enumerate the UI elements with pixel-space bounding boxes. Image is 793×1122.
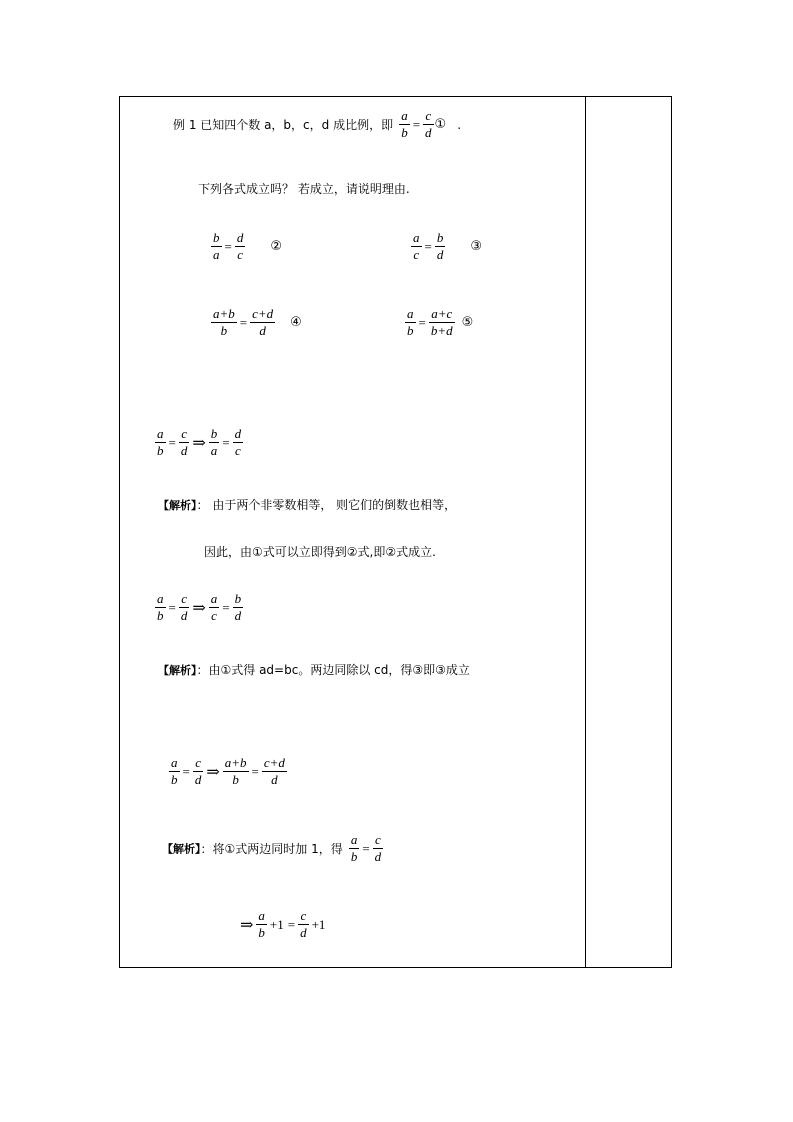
denominator: a — [213, 247, 220, 262]
equation-2 — [210, 230, 282, 263]
fraction — [193, 755, 204, 788]
denominator: c — [234, 443, 241, 458]
equation-marker: ④ — [290, 315, 302, 330]
numerator: d — [236, 230, 244, 245]
column-divider — [585, 96, 586, 968]
fraction — [423, 108, 434, 141]
analysis-text: ： 由于两个非零数相等， 则它们的倒数也相等， — [196, 498, 457, 512]
equals-sign: = — [182, 763, 190, 779]
fraction — [179, 591, 190, 624]
equals-sign: = — [418, 314, 426, 330]
denominator: b — [232, 772, 239, 787]
equals-sign: = — [251, 763, 259, 779]
denominator: b — [407, 323, 414, 338]
fraction — [298, 908, 309, 941]
fraction — [233, 426, 244, 459]
fraction — [209, 591, 220, 624]
denominator: d — [234, 608, 242, 623]
numerator: a — [157, 426, 164, 441]
numerator: b — [436, 230, 444, 245]
analysis-2-line — [158, 661, 470, 678]
denominator: d — [300, 925, 307, 940]
derivation-2 — [154, 591, 244, 624]
denominator: b — [157, 443, 164, 458]
implies-arrow: ⇒ — [240, 916, 254, 934]
numerator: d — [234, 426, 242, 441]
denominator: d — [425, 125, 432, 140]
numerator: c — [423, 108, 434, 125]
equation-marker: ⑤ — [461, 315, 474, 330]
analysis-label: 【解析】 — [158, 499, 197, 512]
denominator: c — [413, 247, 420, 262]
equals-sign: = — [222, 599, 230, 615]
denominator: d — [180, 443, 188, 458]
fraction — [155, 426, 166, 459]
equation-3 — [410, 230, 482, 263]
fraction — [405, 306, 416, 339]
denominator: d — [180, 608, 188, 623]
numerator: a — [350, 832, 358, 847]
analysis-1-line — [158, 496, 456, 513]
numerator: c — [179, 426, 190, 443]
equals-sign: = — [224, 238, 232, 254]
question-text: 下列各式成立吗？ 若成立，请说明理由. — [198, 182, 410, 196]
denominator: d — [259, 323, 266, 338]
implies-arrow: ⇒ — [192, 434, 206, 452]
denominator: b+d — [430, 323, 453, 338]
denominator: d — [194, 772, 202, 787]
fraction — [262, 755, 287, 788]
fraction — [435, 230, 446, 263]
fraction — [223, 755, 249, 788]
equation-marker: ③ — [470, 239, 482, 254]
analysis-1-conclusion: 因此，由①式可以立即得到②式,即②式成立. — [204, 545, 436, 559]
denominator: b — [350, 849, 358, 864]
equation-marker: ① — [434, 117, 447, 132]
equals-sign: = — [412, 116, 421, 132]
denominator: b — [220, 323, 228, 338]
numerator: a — [413, 230, 420, 245]
equation-marker: ② — [270, 239, 282, 254]
fraction — [411, 230, 422, 263]
numerator: c — [193, 755, 204, 772]
derivation-3 — [168, 755, 288, 788]
numerator: c+d — [263, 755, 285, 770]
equals-sign: = — [168, 599, 176, 615]
analysis-text: ：将①式两边同时加 1，得 — [200, 842, 343, 856]
fraction — [349, 832, 360, 865]
denominator: a — [210, 443, 218, 458]
analysis-label: 【解析】 — [158, 664, 197, 677]
numerator: a+c — [429, 306, 455, 323]
derivation-1 — [154, 426, 244, 459]
numerator: b — [234, 591, 242, 606]
analysis-3-line — [162, 832, 384, 865]
denominator: d — [271, 772, 278, 787]
analysis-label: 【解析】 — [162, 842, 201, 856]
implies-arrow: ⇒ — [192, 599, 206, 617]
numerator: a — [210, 591, 218, 606]
fraction — [256, 908, 267, 941]
numerator: b — [213, 230, 220, 245]
denominator: c — [211, 608, 217, 623]
equals-sign: = — [362, 840, 370, 856]
analysis-text: ：由①式得 ad=bc。两边同除以 cd，得③即③成立 — [196, 663, 470, 677]
example-intro-line — [173, 108, 461, 141]
fraction — [169, 755, 180, 788]
numerator: a — [171, 755, 178, 770]
numerator: a+b — [224, 755, 247, 770]
fraction — [233, 591, 244, 624]
denominator: b — [171, 772, 178, 787]
equals-sign: = — [222, 434, 230, 450]
numerator: c — [179, 591, 190, 608]
equals-sign: = — [239, 314, 248, 330]
denominator: b — [401, 125, 408, 140]
fraction — [235, 230, 246, 263]
numerator: c — [298, 908, 309, 925]
numerator: a — [157, 591, 164, 606]
numerator: a — [407, 306, 414, 321]
plus-one: +1 — [269, 916, 284, 932]
denominator: d — [374, 849, 382, 864]
example-intro-text: 例 1 已知四个数 a，b，c，d 成比例，即 — [173, 118, 394, 132]
numerator: a — [258, 908, 265, 923]
equals-sign: = — [287, 916, 296, 932]
implies-arrow: ⇒ — [206, 763, 220, 781]
numerator: c — [373, 832, 384, 849]
fraction — [155, 591, 166, 624]
equals-sign: = — [424, 238, 432, 254]
numerator: b — [210, 426, 218, 441]
equation-4 — [210, 306, 302, 339]
fraction — [399, 108, 410, 141]
denominator: c — [237, 247, 243, 262]
denominator: d — [436, 247, 444, 262]
fraction — [209, 426, 220, 459]
equals-sign: = — [168, 434, 176, 450]
fraction — [373, 832, 384, 865]
fraction — [211, 230, 222, 263]
equation-5 — [404, 306, 473, 339]
numerator: a — [401, 108, 408, 123]
fraction — [429, 306, 455, 339]
fraction — [250, 306, 275, 339]
numerator: c+d — [252, 306, 274, 321]
final-derivation — [238, 908, 327, 941]
plus-one: +1 — [311, 916, 326, 932]
period: . — [457, 117, 462, 132]
fraction — [179, 426, 190, 459]
fraction — [211, 306, 237, 339]
denominator: b — [157, 608, 164, 623]
denominator: b — [258, 925, 265, 940]
numerator: a+b — [213, 306, 235, 321]
